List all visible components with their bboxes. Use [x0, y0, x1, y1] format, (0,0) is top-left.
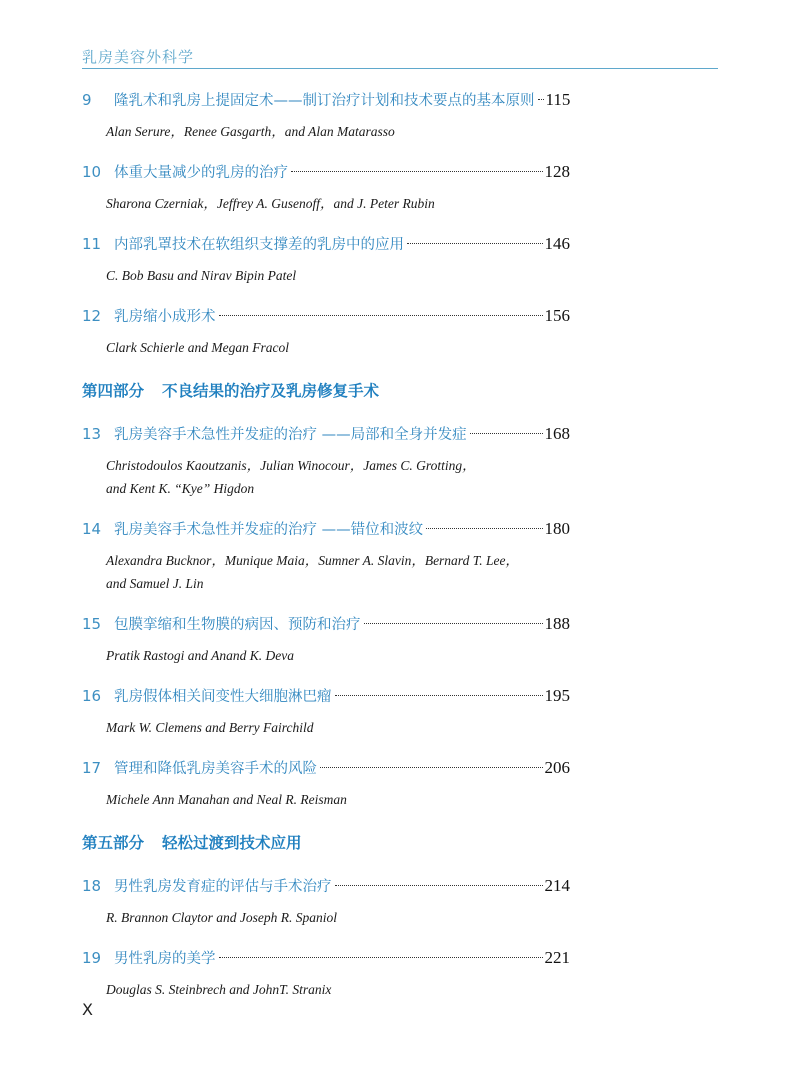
chapter-title: 管理和降低乳房美容手术的风险 [114, 761, 317, 777]
toc-entry[interactable] [82, 756, 570, 811]
dot-leader [219, 957, 543, 958]
chapter-authors [106, 336, 566, 359]
chapter-authors [106, 120, 566, 143]
toc-entry[interactable] [82, 946, 570, 1001]
author-line: Christodoulos Kaoutzanis，Julian Winocour，James C. Grotting， [106, 458, 476, 473]
chapter-authors [106, 454, 566, 500]
page-number: 115 [545, 90, 571, 109]
chapter-number: 14 [82, 520, 102, 538]
chapter-authors [106, 906, 566, 929]
author-line: Alexandra Bucknor，Munique Maia，Sumner A. Slavin，Bernard T. Lee， [106, 553, 519, 568]
chapter-number: 9 [82, 91, 92, 109]
page-number: 195 [544, 686, 570, 705]
chapter-title: 男性乳房的美学 [114, 951, 216, 967]
chapter-number: 11 [82, 235, 102, 253]
author-line: R. Brannon Claytor and Joseph R. Spaniol [106, 910, 337, 925]
section-heading [82, 828, 570, 858]
dot-leader [407, 243, 543, 244]
chapter-title: 体重大量减少的乳房的治疗 [114, 165, 288, 181]
toc-entry[interactable] [82, 160, 570, 215]
chapter-number: 17 [82, 759, 102, 777]
dot-leader [538, 99, 544, 100]
toc-entry-title-line [82, 422, 570, 446]
chapter-authors [106, 264, 566, 287]
toc-entry[interactable] [82, 612, 570, 667]
author-line: Pratik Rastogi and Anand K. Deva [106, 648, 294, 663]
toc-entry-title-line [82, 756, 570, 780]
toc-entry-title-line [82, 874, 570, 898]
chapter-title: 包膜挛缩和生物膜的病因、预防和治疗 [114, 617, 361, 633]
author-line: Michele Ann Manahan and Neal R. Reisman [106, 792, 347, 807]
chapter-title: 乳房假体相关间变性大细胞淋巴瘤 [114, 689, 332, 705]
chapter-authors [106, 192, 566, 215]
chapter-title: 男性乳房发育症的评估与手术治疗 [114, 879, 332, 895]
author-line: Douglas S. Steinbrech and JohnT. Stranix [106, 982, 332, 997]
author-line: Sharona Czerniak，Jeffrey A. Gusenoff，and J. Peter Rubin [106, 196, 435, 211]
toc-entry-title-line [82, 684, 570, 708]
chapter-title: 内部乳罩技术在软组织支撑差的乳房中的应用 [114, 237, 404, 253]
page-number: 214 [544, 876, 570, 895]
chapter-title: 隆乳术和乳房上提固定术——制订治疗计划和技术要点的基本原则 [114, 93, 535, 109]
dot-leader [335, 885, 543, 886]
toc-entry-title-line [82, 304, 570, 328]
chapter-number: 19 [82, 949, 102, 967]
page-folio: X [82, 1000, 93, 1019]
chapter-title: 乳房缩小成形术 [114, 309, 216, 325]
dot-leader [470, 433, 543, 434]
author-line: C. Bob Basu and Nirav Bipin Patel [106, 268, 297, 283]
dot-leader [219, 315, 543, 316]
toc-entry-title-line [82, 946, 570, 970]
toc-entry[interactable] [82, 874, 570, 929]
page-number: 156 [544, 306, 570, 325]
chapter-number: 18 [82, 877, 102, 895]
page-number: 206 [544, 758, 570, 777]
chapter-authors [106, 716, 566, 739]
header-rule [82, 68, 718, 69]
chapter-title: 乳房美容手术急性并发症的治疗 ——局部和全身并发症 [114, 427, 467, 443]
page-number: 188 [544, 614, 570, 633]
chapter-authors [106, 788, 566, 811]
chapter-authors [106, 978, 566, 1001]
author-line: and Kent K. “Kye” Higdon [106, 481, 255, 496]
dot-leader [291, 171, 543, 172]
toc-entry-title-line [82, 88, 570, 112]
table-of-contents [82, 88, 570, 1018]
toc-entry[interactable] [82, 684, 570, 739]
page-number: 180 [544, 519, 570, 538]
section-heading [82, 376, 570, 406]
chapter-authors [106, 549, 566, 595]
toc-entry-title-line [82, 517, 570, 541]
toc-entry[interactable] [82, 88, 570, 143]
toc-entry[interactable] [82, 232, 570, 287]
chapter-authors [106, 644, 566, 667]
section-part-label: 第四部分 [82, 382, 145, 400]
chapter-title: 乳房美容手术急性并发症的治疗 ——错位和波纹 [114, 522, 424, 538]
toc-entry[interactable] [82, 422, 570, 500]
toc-entry[interactable] [82, 517, 570, 595]
chapter-number: 15 [82, 615, 102, 633]
chapter-number: 13 [82, 425, 102, 443]
dot-leader [364, 623, 543, 624]
toc-entry[interactable] [82, 304, 570, 359]
running-head: 乳房美容外科学 [82, 48, 195, 66]
section-title: 不良结果的治疗及乳房修复手术 [162, 382, 380, 400]
dot-leader [320, 767, 543, 768]
page-number: 128 [544, 162, 570, 181]
author-line: Clark Schierle and Megan Fracol [106, 340, 289, 355]
chapter-number: 10 [82, 163, 102, 181]
author-line: Mark W. Clemens and Berry Fairchild [106, 720, 314, 735]
page-number: 146 [544, 234, 570, 253]
chapter-number: 12 [82, 307, 102, 325]
section-title: 轻松过渡到技术应用 [162, 834, 302, 852]
section-part-label: 第五部分 [82, 834, 145, 852]
chapter-number: 16 [82, 687, 102, 705]
toc-entry-title-line [82, 612, 570, 636]
page-number: 221 [544, 948, 570, 967]
toc-entry-title-line [82, 160, 570, 184]
author-line: Alan Serure，Renee Gasgarth，and Alan Matarasso [106, 124, 395, 139]
page-number: 168 [544, 424, 570, 443]
dot-leader [335, 695, 543, 696]
dot-leader [426, 528, 542, 529]
toc-entry-title-line [82, 232, 570, 256]
author-line: and Samuel J. Lin [106, 576, 204, 591]
